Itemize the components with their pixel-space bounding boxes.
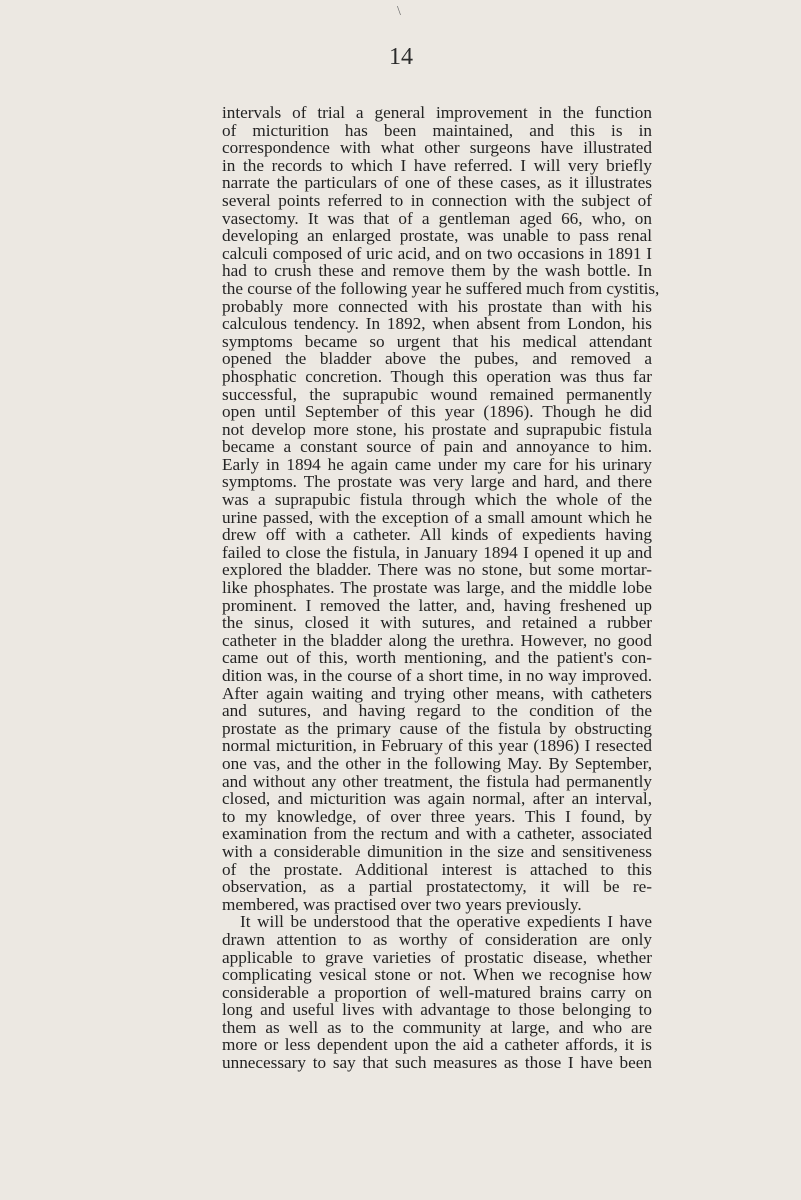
body-text — [222, 103, 660, 1073]
text-line: developing an enlarged prostate, was unable to pass renal — [222, 226, 652, 246]
text-line: was a suprapubic fistula through which the whole of the — [222, 490, 652, 510]
text-line: the sinus, closed it with sutures, and retained a rubber — [222, 613, 652, 633]
text-line: calculous tendency. In 1892, when absent from London, his — [222, 314, 652, 334]
text-line: urine passed, with the exception of a small amount which he — [222, 507, 652, 527]
text-line: several points referred to in connection with the subject of — [222, 190, 652, 210]
text-line: of micturition has been maintained, and this is in — [222, 120, 652, 140]
text-line: drew off with a catheter. All kinds of expedients having — [222, 525, 652, 545]
text-line: probably more connected with his prostate than with his — [222, 296, 652, 316]
text-line: and without any other treatment, the fistula had permanently — [222, 771, 652, 791]
text-line: one vas, and the other in the following May. By September, — [222, 753, 652, 773]
text-line: phosphatic concretion. Though this operation was thus far — [222, 366, 652, 386]
text-line: the course of the following year he suffered much from cystitis, — [222, 278, 660, 298]
text-line: catheter in the bladder along the urethra. However, no good — [222, 630, 652, 650]
text-line: to my knowledge, of over three years. This I found, by — [222, 806, 652, 826]
text-line: prostate as the primary cause of the fistula by obstructing — [222, 718, 652, 738]
text-line: intervals of trial a general improvement in the function — [222, 103, 652, 122]
text-line: opened the bladder above the pubes, and removed a — [222, 349, 652, 369]
text-line: examination from the rectum and with a catheter, associated — [222, 824, 652, 844]
text-line: explored the bladder. There was no stone, but some mortar- — [222, 560, 652, 580]
text-line: failed to close the fistula, in January 1894 I opened it up and — [222, 542, 652, 562]
text-line: of the prostate. Additional interest is attached to this — [222, 859, 652, 879]
text-line: and sutures, and having regard to the condition of the — [222, 701, 652, 721]
text-line: long and useful lives with advantage to those belonging to — [222, 1000, 652, 1020]
text-line: complicating vesical stone or not. When we recognise how — [222, 965, 652, 985]
text-line: dition was, in the course of a short time, in no way improved. — [222, 666, 652, 685]
page-number: 14 — [389, 44, 413, 70]
text-line: considerable a proportion of well-matured brains carry on — [222, 982, 652, 1002]
text-line: normal micturition, in February of this year (1896) I resected — [222, 736, 652, 756]
text-line: came out of this, worth mentioning, and the patient's con- — [222, 648, 652, 668]
text-line: successful, the suprapubic wound remained permanently — [222, 384, 652, 404]
text-line: open until September of this year (1896). Though he did — [222, 402, 652, 422]
text-line: with a considerable dimunition in the size and sensitiveness — [222, 841, 652, 861]
text-line: in the records to which I have referred. I will very briefly — [222, 155, 652, 175]
text-line: prominent. I removed the latter, and, having freshened up — [222, 595, 652, 615]
text-line: not develop more stone, his prostate and suprapubic fistula — [222, 419, 652, 439]
text-line: symptoms became so urgent that his medical attendant — [222, 331, 652, 351]
text-line: vasectomy. It was that of a gentleman aged 66, who, on — [222, 208, 652, 228]
top-mark: \ — [397, 4, 401, 19]
text-line: membered, was practised over two years previously. — [222, 894, 582, 914]
text-line: became a constant source of pain and annoyance to him. — [222, 437, 652, 457]
text-line: more or less dependent upon the aid a catheter affords, it is — [222, 1035, 652, 1055]
text-line: drawn attention to as worthy of consideration are only — [222, 929, 652, 949]
text-line: observation, as a partial prostatectomy, it will be re- — [222, 877, 652, 897]
text-line: symptoms. The prostate was very large and hard, and there — [222, 472, 652, 492]
text-line: them as well as to the community at large, and who are — [222, 1017, 652, 1037]
text-line: closed, and micturition was again normal, after an interval, — [222, 789, 652, 809]
text-line: narrate the particulars of one of these cases, as it illustrates — [222, 173, 652, 193]
text-line: calculi composed of uric acid, and on two occasions in 1891 I — [222, 243, 652, 263]
text-line: After again waiting and trying other means, with catheters — [222, 683, 652, 703]
text-line: had to crush these and remove them by the wash bottle. In — [222, 261, 652, 281]
text-line: Early in 1894 he again came under my care for his urinary — [222, 454, 652, 474]
text-line: It will be understood that the operative expedients I have — [240, 912, 652, 932]
text-line: correspondence with what other surgeons have illustrated — [222, 138, 652, 158]
text-line: like phosphates. The prostate was large, and the middle lobe — [222, 578, 652, 598]
text-line: unnecessary to say that such measures as those I have been — [222, 1053, 652, 1073]
text-line: applicable to grave varieties of prostatic disease, whether — [222, 947, 652, 967]
